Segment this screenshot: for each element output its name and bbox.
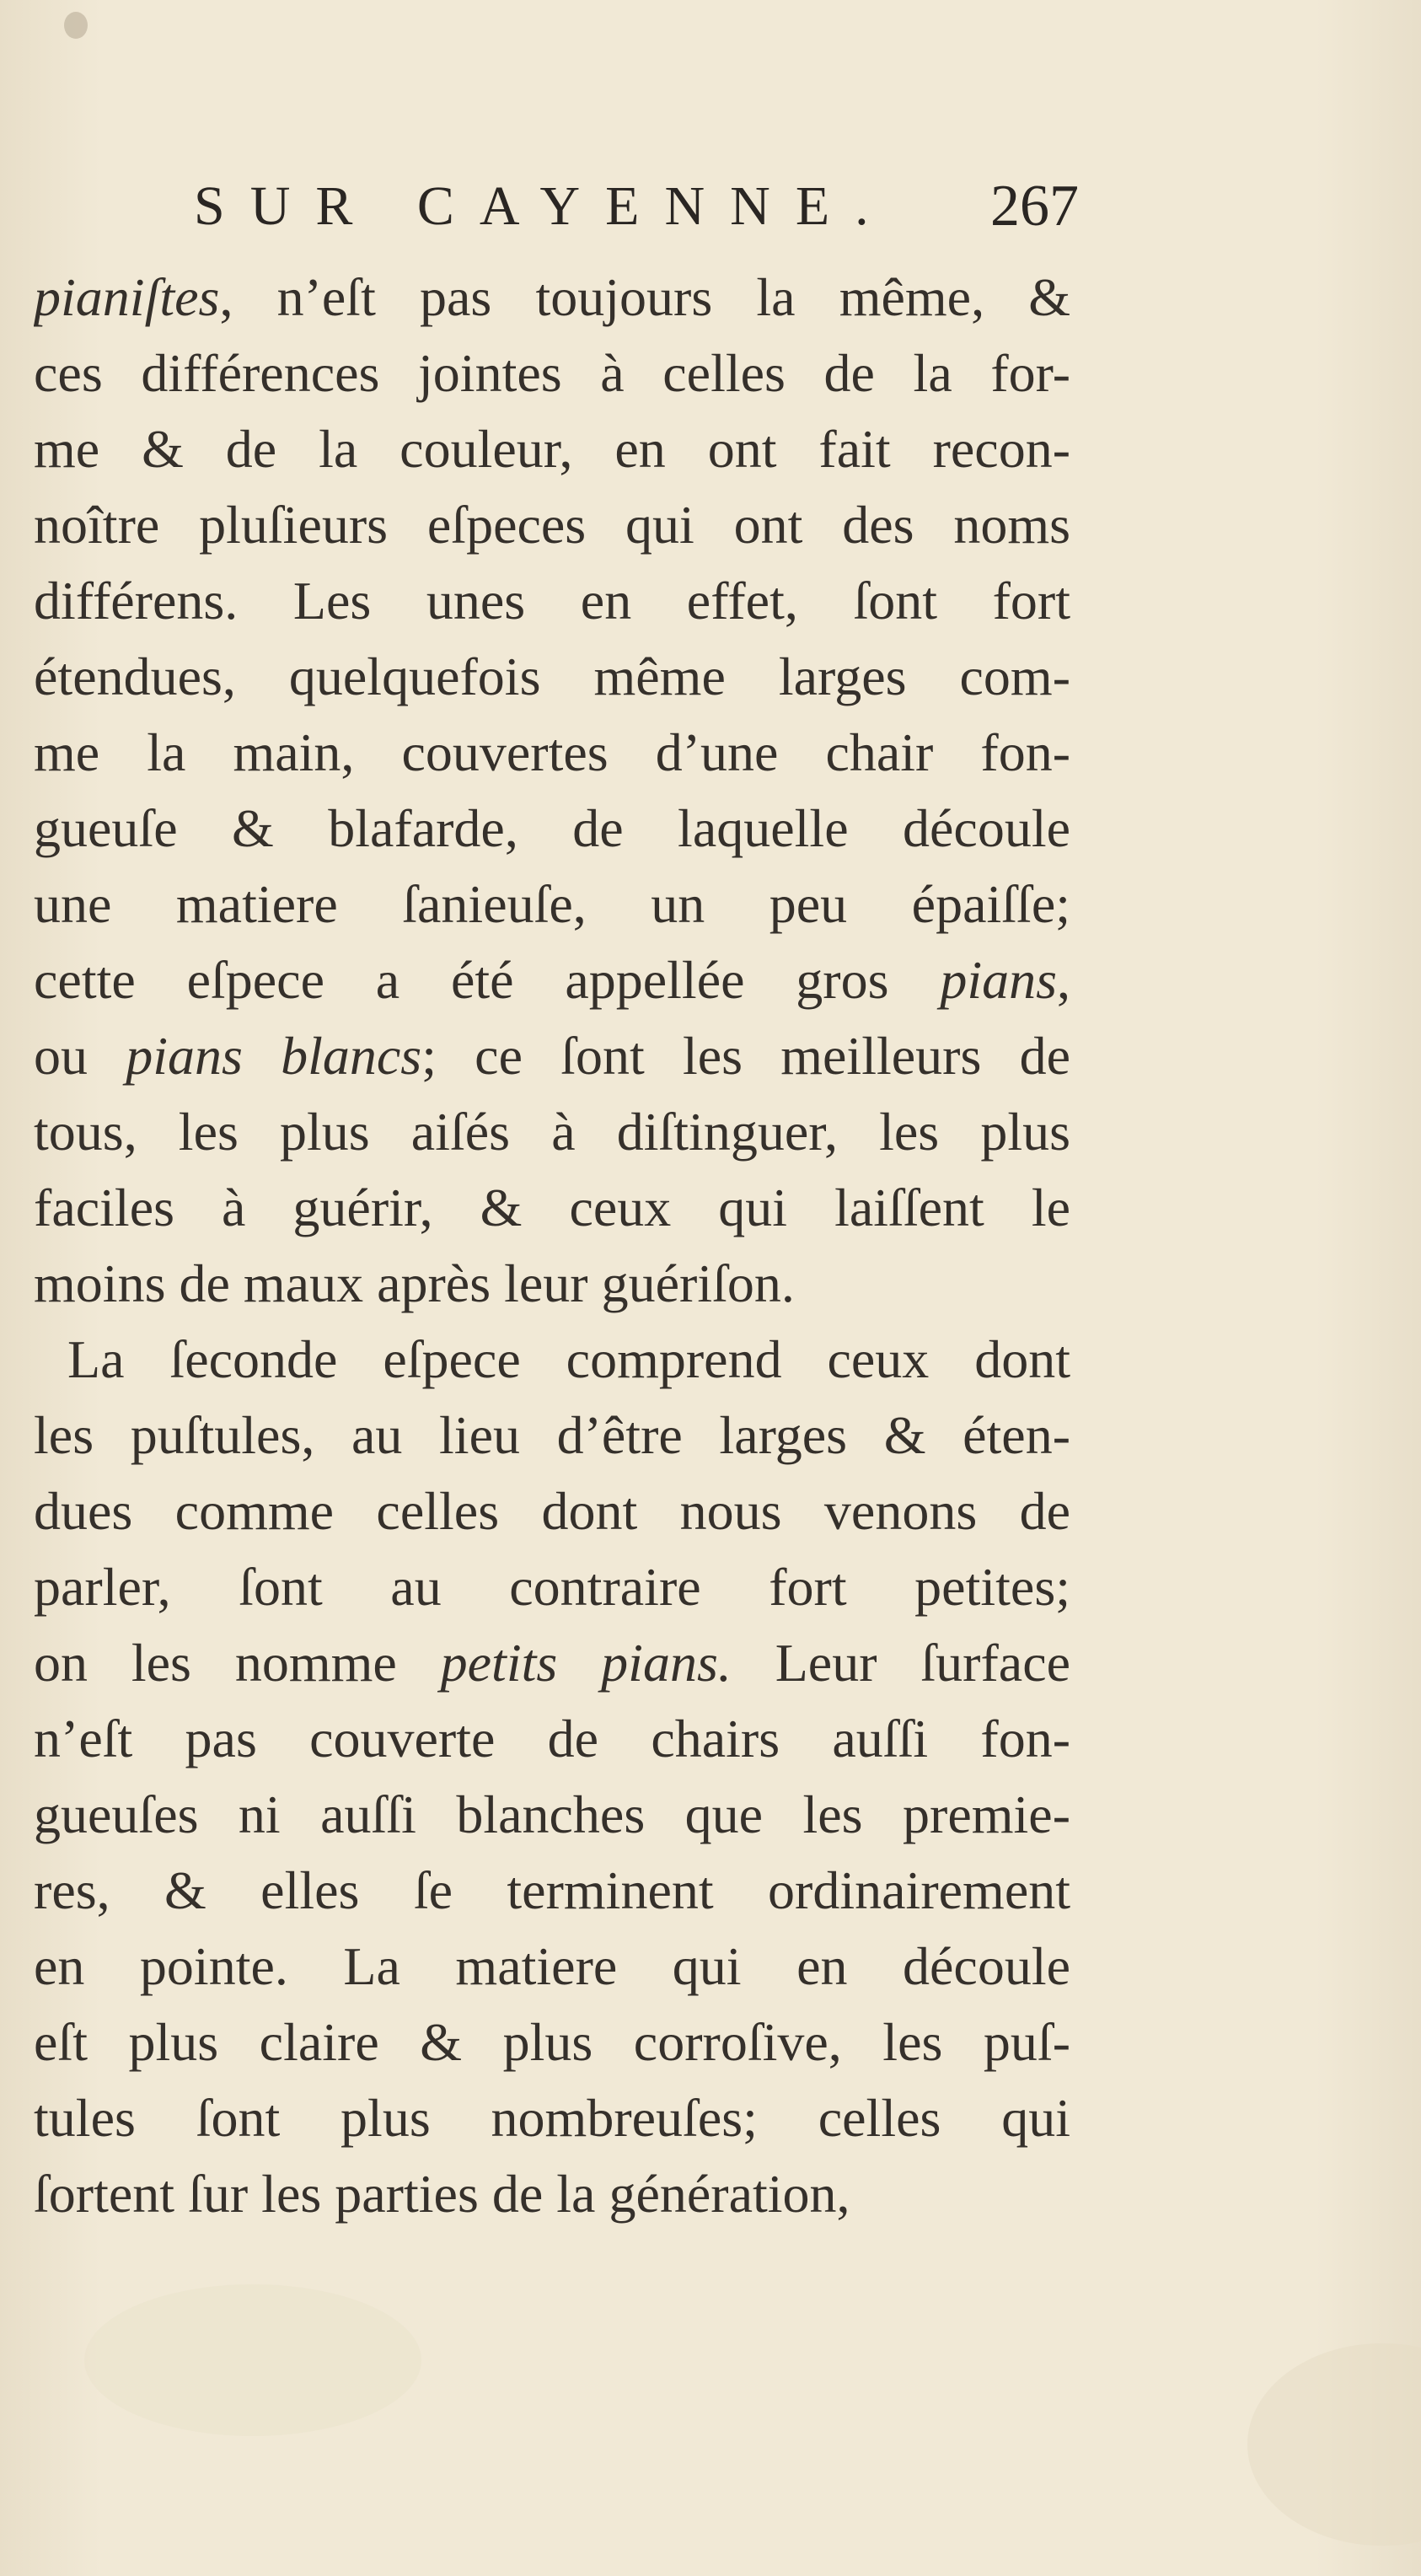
text-line (34, 1170, 1070, 1246)
text-segment: ſortent ſur les parties de la génération, (34, 2164, 850, 2224)
text-segment: gueuſe & blafarde, de laquelle découle (34, 798, 1070, 858)
text-line (34, 1094, 1070, 1170)
text-segment: noître pluſieurs eſpeces qui ont des noms (34, 495, 1070, 555)
text-segment: ces différences jointes à celles de la for- (34, 343, 1070, 403)
text-line (34, 335, 1070, 411)
text-line (34, 1625, 1070, 1701)
text-segment: eſt plus claire & plus corroſive, les puſ- (34, 2012, 1070, 2072)
text-line (34, 942, 1070, 1018)
italic-text: pians blancs (126, 1026, 422, 1086)
text-line (34, 563, 1070, 639)
text-segment: , (1057, 950, 1070, 1010)
text-line (34, 1246, 1070, 1322)
text-segment: res, & elles ſe terminent ordinairement (34, 1860, 1070, 1920)
running-title: SUR CAYENNE. (194, 175, 894, 237)
text-line (34, 411, 1070, 487)
text-segment: tous, les plus aiſés à diſtinguer, les plus (34, 1102, 1070, 1162)
text-segment: me la main, couvertes d’une chair fon- (34, 722, 1070, 782)
italic-text: pians (940, 950, 1057, 1010)
text-line (34, 1018, 1070, 1094)
text-line (34, 1777, 1070, 1853)
text-segment: faciles à guérir, & ceux qui laiſſent le (34, 1178, 1070, 1237)
text-segment: en pointe. La matiere qui en découle (34, 1936, 1070, 1996)
text-line (34, 487, 1070, 563)
text-line (34, 715, 1070, 791)
text-line (34, 1473, 1070, 1549)
text-segment: me & de la couleur, en ont fait recon- (34, 419, 1070, 479)
text-line (34, 1398, 1070, 1473)
body-text (34, 260, 1070, 2232)
text-segment: cette eſpece a été appellée gros (34, 950, 941, 1010)
text-segment: parler, ſont au contraire fort petites; (34, 1557, 1070, 1617)
text-segment: ou (34, 1026, 126, 1086)
text-segment: La ſeconde eſpece comprend ceux dont (67, 1329, 1070, 1389)
text-line (34, 791, 1070, 867)
text-line (34, 639, 1070, 715)
text-line (34, 1322, 1070, 1398)
text-line (34, 1853, 1070, 1929)
text-segment: tules ſont plus nombreuſes; celles qui (34, 2088, 1070, 2148)
text-segment: étendues, quelquefois même larges com- (34, 647, 1070, 706)
italic-text: petits pians. (440, 1633, 732, 1693)
text-segment: différens. Les unes en effet, ſont fort (34, 571, 1070, 631)
text-line (34, 1549, 1070, 1625)
page-number: 267 (990, 174, 1079, 239)
text-segment: moins de maux après leur guériſon. (34, 1253, 795, 1313)
text-segment: ; ce ſont les meilleurs de (421, 1026, 1070, 1086)
text-segment: gueuſes ni auſſi blanches que les premie- (34, 1784, 1070, 1844)
text-line (34, 2156, 1070, 2232)
text-line (34, 1929, 1070, 2004)
text-segment: , n’eſt pas toujours la même, & (219, 267, 1070, 327)
text-line (34, 260, 1070, 335)
text-segment: une matiere ſanieuſe, un peu épaiſſe; (34, 874, 1070, 934)
text-segment: les puſtules, au lieu d’être larges & éten- (34, 1405, 1070, 1465)
text-line (34, 2004, 1070, 2080)
text-line (34, 1701, 1070, 1777)
italic-text: pianiſtes (34, 267, 220, 327)
text-segment: dues comme celles dont nous venons de (34, 1481, 1070, 1541)
text-line (34, 867, 1070, 942)
text-line (34, 2080, 1070, 2156)
text-segment: Leur ſurface (731, 1633, 1070, 1693)
text-segment: n’eſt pas couverte de chairs auſſi fon- (34, 1709, 1070, 1768)
text-segment: on les nomme (34, 1633, 441, 1693)
